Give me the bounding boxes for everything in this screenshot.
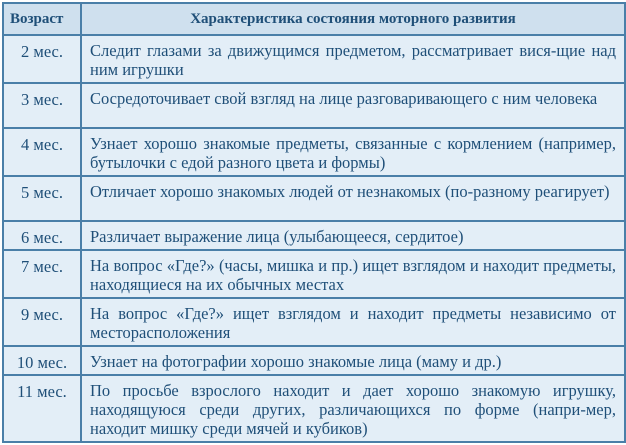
age-cell: 9 мес. xyxy=(3,298,81,346)
age-cell: 6 мес. xyxy=(3,221,81,250)
header-row xyxy=(3,3,625,35)
table-row xyxy=(3,176,625,221)
description-cell: Узнает на фотографии хорошо знакомые лица (маму и др.) xyxy=(81,346,625,375)
header-description: Характеристика состояния моторного развития xyxy=(81,3,625,35)
table-row xyxy=(3,346,625,375)
age-cell: 3 мес. xyxy=(3,83,81,128)
age-cell: 5 мес. xyxy=(3,176,81,221)
age-cell: 7 мес. xyxy=(3,250,81,298)
description-cell: На вопрос «Где?» (часы, мишка и пр.) ищет взглядом и находит предметы, находящиеся на их обычных местах xyxy=(81,250,625,298)
table-row xyxy=(3,250,625,298)
description-cell: На вопрос «Где?» ищет взглядом и находит предметы независимо от месторасположения xyxy=(81,298,625,346)
description-cell: По просьбе взрослого находит и дает хорошо знакомую игрушку, находящуюся среди других, различающихся по форме (напри-мер, находит мишку среди мячей и кубиков) xyxy=(81,375,625,442)
description-cell: Отличает хорошо знакомых людей от незнакомых (по-разному реагирует) xyxy=(81,176,625,221)
description-cell: Различает выражение лица (улыбающееся, сердитое) xyxy=(81,221,625,250)
table-row xyxy=(3,375,625,442)
table-header xyxy=(3,3,625,35)
table-row xyxy=(3,221,625,250)
description-cell: Следит глазами за движущимся предметом, рассматривает вися-щие над ним игрушки xyxy=(81,35,625,83)
table-row xyxy=(3,35,625,83)
table-row xyxy=(3,298,625,346)
age-cell: 10 мес. xyxy=(3,346,81,375)
age-cell: 2 мес. xyxy=(3,35,81,83)
description-cell: Сосредоточивает свой взгляд на лице разговаривающего с ним человека xyxy=(81,83,625,128)
table-row xyxy=(3,128,625,176)
age-cell: 4 мес. xyxy=(3,128,81,176)
description-cell: Узнает хорошо знакомые предметы, связанные с кормлением (например, бутылочки с едой разного цвета и формы) xyxy=(81,128,625,176)
table-row xyxy=(3,83,625,128)
age-cell: 11 мес. xyxy=(3,375,81,442)
header-age: Возраст xyxy=(3,3,81,35)
table-body xyxy=(3,35,625,442)
development-table xyxy=(2,2,626,443)
